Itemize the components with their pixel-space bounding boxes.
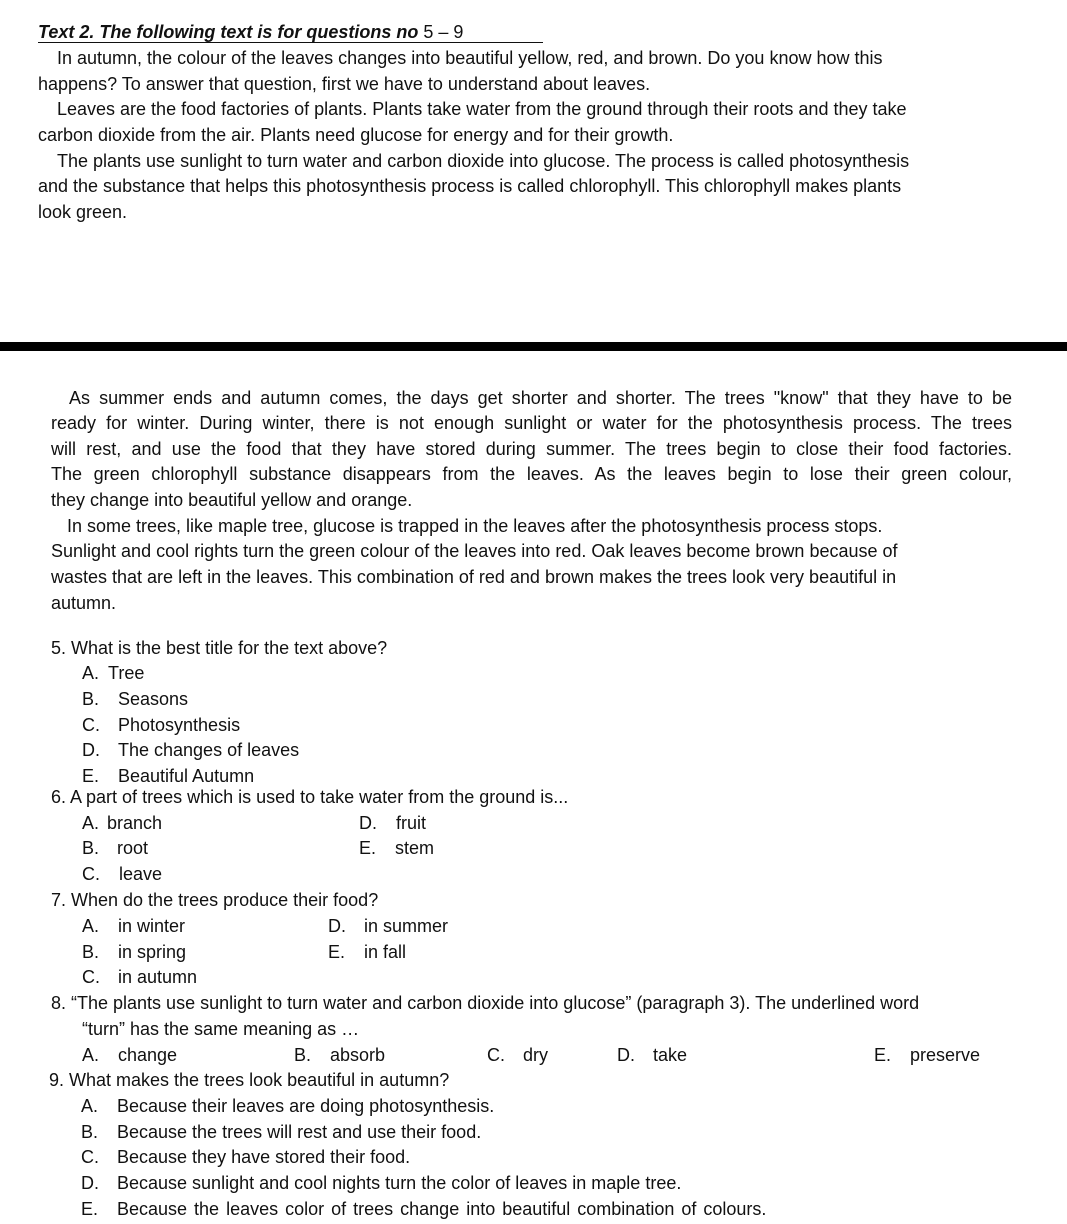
q8-option-c: [487, 1046, 548, 1064]
option-letter: A.: [81, 1096, 99, 1116]
option-letter: E.: [81, 1199, 99, 1219]
q7-option-b: [82, 943, 186, 961]
option-text: in summer: [364, 916, 449, 936]
option-letter: B.: [81, 1122, 99, 1142]
option-text: dry: [523, 1045, 549, 1065]
option-letter: C.: [82, 715, 100, 735]
question-6-stem: 6. A part of trees which is used to take water from the ground is...: [51, 787, 569, 807]
q6-option-b: [82, 839, 148, 857]
question-8-stem-line2: “turn” has the same meaning as …: [82, 1019, 360, 1039]
option-text: Photosynthesis: [118, 715, 241, 735]
option-text: Seasons: [118, 689, 189, 709]
q7-option-d: [328, 917, 448, 935]
q5-option-d: [82, 741, 299, 759]
q8-option-d: [617, 1046, 687, 1064]
q6-option-c: [82, 865, 162, 883]
option-text: Tree: [108, 663, 145, 683]
option-text: Because their leaves are doing photosynthesis.: [117, 1096, 495, 1116]
option-text: root: [117, 838, 149, 858]
option-letter: D.: [81, 1173, 99, 1193]
q6-option-d: [359, 814, 426, 832]
option-letter: B.: [82, 689, 100, 709]
option-letter: D.: [82, 740, 100, 760]
option-letter: D.: [359, 813, 377, 833]
option-letter: B.: [294, 1045, 312, 1065]
q7-option-e: [328, 943, 406, 961]
p5-line3: wastes that are left in the leaves. This combination of red and brown makes the trees look very beautiful in: [51, 567, 897, 587]
option-text: absorb: [330, 1045, 386, 1065]
p4-line1: As summer ends and autumn comes, the days get shorter and shorter. The trees "know" that they have to be: [69, 388, 1012, 408]
q9-option-e: [81, 1200, 766, 1218]
option-letter: A.: [82, 813, 100, 833]
option-text: The changes of leaves: [118, 740, 300, 760]
q5-option-c: [82, 716, 240, 734]
q6-option-a: [82, 814, 162, 832]
option-letter: E.: [328, 942, 346, 962]
p3-line2: and the substance that helps this photosynthesis process is called chlorophyll. This chlorophyll makes plants: [38, 176, 902, 196]
q8-option-e: [874, 1046, 980, 1064]
option-letter: D.: [617, 1045, 635, 1065]
option-text: preserve: [910, 1045, 981, 1065]
text-heading-label: Text 2. The following text is for questions no: [38, 22, 419, 42]
p5-line2: Sunlight and cool rights turn the green colour of the leaves into red. Oak leaves become brown because of: [51, 541, 898, 561]
q7-option-c: [82, 968, 197, 986]
p2-line1: Leaves are the food factories of plants. Plants take water from the ground through their roots and they take: [57, 99, 907, 119]
option-text: Beautiful Autumn: [118, 766, 255, 786]
option-letter: A.: [82, 663, 100, 683]
question-9-stem: 9. What makes the trees look beautiful in autumn?: [49, 1070, 450, 1090]
option-text: in winter: [118, 916, 186, 936]
text-heading-range: 5 – 9: [418, 22, 464, 42]
p2-line2: carbon dioxide from the air. Plants need glucose for energy and for their growth.: [38, 125, 674, 145]
option-text: Because the leaves color of trees change into beautiful combination of colours.: [117, 1199, 767, 1219]
option-letter: C.: [82, 967, 100, 987]
option-letter: D.: [328, 916, 346, 936]
question-5-stem: 5. What is the best title for the text above?: [51, 638, 388, 658]
option-text: take: [653, 1045, 688, 1065]
p4-line4: The green chlorophyll substance disappears from the leaves. As the leaves begin to lose their green colour,: [51, 464, 1012, 484]
p4-line2: ready for winter. During winter, there is not enough sunlight or water for the photosynthesis process. The trees: [51, 413, 1012, 433]
q5-option-e: [82, 767, 254, 785]
q5-option-b: [82, 690, 188, 708]
option-text: in spring: [118, 942, 187, 962]
option-letter: B.: [82, 838, 100, 858]
q8-option-a: [82, 1046, 177, 1064]
p5-line1: In some trees, like maple tree, glucose is trapped in the leaves after the photosynthesis process stops.: [67, 516, 883, 536]
option-letter: C.: [82, 864, 100, 884]
p1-line1: In autumn, the colour of the leaves changes into beautiful yellow, red, and brown. Do you know how this: [57, 48, 883, 68]
option-letter: E.: [874, 1045, 892, 1065]
option-text: Because the trees will rest and use their food.: [117, 1122, 482, 1142]
p4-line3: will rest, and use the food that they have stored during summer. The trees begin to close their food factories.: [51, 439, 1012, 459]
q5-option-a: [82, 664, 144, 682]
p3-line1: The plants use sunlight to turn water and carbon dioxide into glucose. The process is called photosynthesis: [57, 151, 910, 171]
option-text: fruit: [396, 813, 427, 833]
option-letter: E.: [82, 766, 100, 786]
option-letter: B.: [82, 942, 100, 962]
option-text: in fall: [364, 942, 407, 962]
text-heading: [38, 23, 543, 43]
option-text: stem: [395, 838, 435, 858]
option-letter: A.: [82, 916, 100, 936]
q9-option-a: [81, 1097, 494, 1115]
q7-option-a: [82, 917, 185, 935]
p3-line3: look green.: [38, 202, 128, 222]
q9-option-d: [81, 1174, 681, 1192]
option-text: in autumn: [118, 967, 198, 987]
option-text: Because sunlight and cool nights turn the color of leaves in maple tree.: [117, 1173, 682, 1193]
option-letter: E.: [359, 838, 377, 858]
option-text: change: [118, 1045, 178, 1065]
p5-line4: autumn.: [51, 593, 117, 613]
p4-line5: they change into beautiful yellow and orange.: [51, 490, 413, 510]
option-letter: C.: [81, 1147, 99, 1167]
option-letter: C.: [487, 1045, 505, 1065]
q9-option-c: [81, 1148, 410, 1166]
q6-option-e: [359, 839, 434, 857]
question-8-stem-line1: 8. “The plants use sunlight to turn water and carbon dioxide into glucose” (paragraph 3). The underlined word: [51, 993, 920, 1013]
p1-line2: happens? To answer that question, first we have to understand about leaves.: [38, 74, 651, 94]
question-7-stem: 7. When do the trees produce their food?: [51, 890, 379, 910]
q9-option-b: [81, 1123, 481, 1141]
option-text: branch: [107, 813, 163, 833]
option-text: leave: [119, 864, 163, 884]
option-text: Because they have stored their food.: [117, 1147, 411, 1167]
q8-option-b: [294, 1046, 385, 1064]
page-divider: [0, 342, 1067, 351]
option-letter: A.: [82, 1045, 100, 1065]
